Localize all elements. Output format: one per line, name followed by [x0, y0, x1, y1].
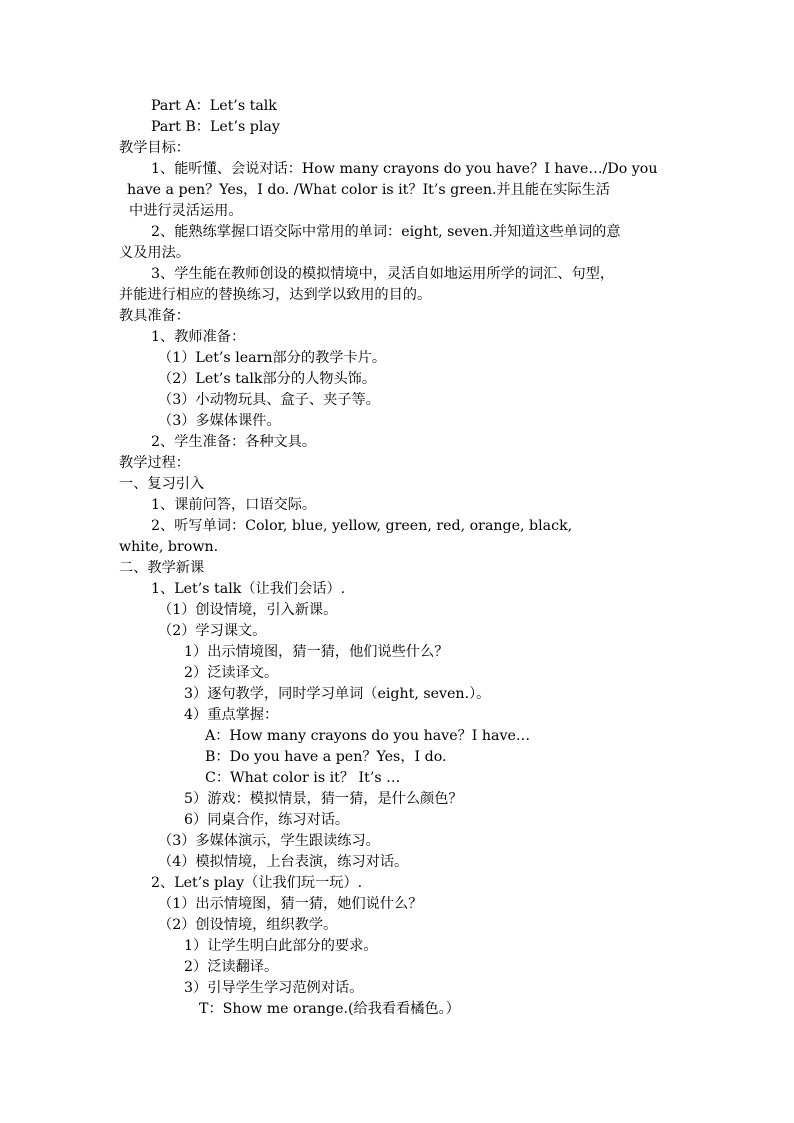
lets-talk-substep-3: 3）逐句教学，同时学习单词（eight, seven.）。 [184, 686, 491, 702]
objective-2-line-1: 2、能熟练掌握口语交际中常用的单词：eight, seven.并知道这些单词的意 [151, 224, 621, 240]
objective-3-line-1: 3、学生能在教师创设的模拟情境中，灵活自如地运用所学的词汇、句型， [151, 266, 615, 282]
lets-play-substep-2: 2）泛读翻译。 [184, 959, 279, 975]
process-part-1-heading: 一、复习引入 [119, 476, 205, 492]
section-heading-objectives: 教学目标： [119, 140, 190, 156]
materials-item-1: （1）Let’s learn部分的教学卡片。 [158, 350, 387, 366]
lets-talk-substep-6: 6）同桌合作，练习对话。 [184, 812, 350, 828]
lets-talk-substep-2: 2）泛读译文。 [184, 665, 279, 681]
lets-talk-step-4: （4）模拟情境，上台表演，练习对话。 [158, 854, 409, 870]
lets-play-step-2: （2）创设情境，组织教学。 [158, 917, 338, 933]
section-heading-materials: 教具准备： [119, 308, 190, 324]
objective-2-line-2: 义及用法。 [119, 245, 190, 261]
section-heading-process: 教学过程： [119, 455, 190, 471]
lets-talk-step-3: （3）多媒体演示，学生跟读练习。 [158, 833, 380, 849]
lets-talk-step-1: （1）创设情境，引入新课。 [158, 602, 338, 618]
materials-item-3: （3）小动物玩具、盒子、夹子等。 [158, 392, 380, 408]
materials-students: 2、学生准备：各种文具。 [151, 434, 317, 450]
objective-1-line-3: 中进行灵活运用。 [129, 203, 243, 219]
dialogue-line-a: A：How many crayons do you have？I have… [205, 728, 531, 744]
objective-1-line-2: have a pen？Yes，I do. /What color is it？It’s green.并且能在实际生活 [127, 182, 610, 198]
objective-3-line-2: 并能进行相应的替换练习，达到学以致用的目的。 [119, 287, 432, 303]
dialogue-line-b: B：Do you have a pen？Yes，I do. [205, 749, 447, 765]
lets-talk-substep-4: 4）重点掌握： [184, 707, 279, 723]
review-step-1: 1、课前问答，口语交际。 [151, 497, 317, 513]
materials-item-4: （3）多媒体课件。 [158, 413, 281, 429]
dialogue-line-c: C：What color is it？ It’s … [205, 770, 401, 786]
review-step-2-line-2: white, brown. [119, 539, 219, 555]
review-step-2-line-1: 2、听写单词：Color, blue, yellow, green, red, orange, black, [151, 518, 573, 534]
objective-1-line-1: 1、能听懂、会说对话：How many crayons do you have？I have…/Do you [151, 161, 658, 177]
lets-talk-heading: 1、Let’s talk（让我们会话）. [151, 581, 346, 597]
lets-talk-step-2: （2）学习课文。 [158, 623, 267, 639]
process-part-2-heading: 二、教学新课 [119, 560, 205, 576]
lets-talk-substep-5: 5）游戏：模拟情景，猜一猜，是什么颜色？ [184, 791, 463, 807]
part-a-line: Part A：Let’s talk [151, 98, 277, 114]
lets-play-heading: 2、Let’s play（让我们玩一玩）. [151, 875, 363, 891]
lets-play-substep-3: 3）引导学生学习范例对话。 [184, 980, 364, 996]
materials-teacher: 1、教师准备： [151, 329, 246, 345]
part-b-line: Part B：Let’s play [151, 119, 280, 135]
materials-item-2: （2）Let’s talk部分的人物头饰。 [158, 371, 377, 387]
teacher-prompt-line: T：Show me orange.(给我看看橘色。） [199, 1001, 460, 1017]
lets-play-substep-1: 1）让学生明白此部分的要求。 [184, 938, 378, 954]
lets-play-step-1: （1）出示情境图，猜一猜，她们说什么？ [158, 896, 423, 912]
lets-talk-substep-1: 1）出示情境图，猜一猜，他们说些什么？ [184, 644, 449, 660]
